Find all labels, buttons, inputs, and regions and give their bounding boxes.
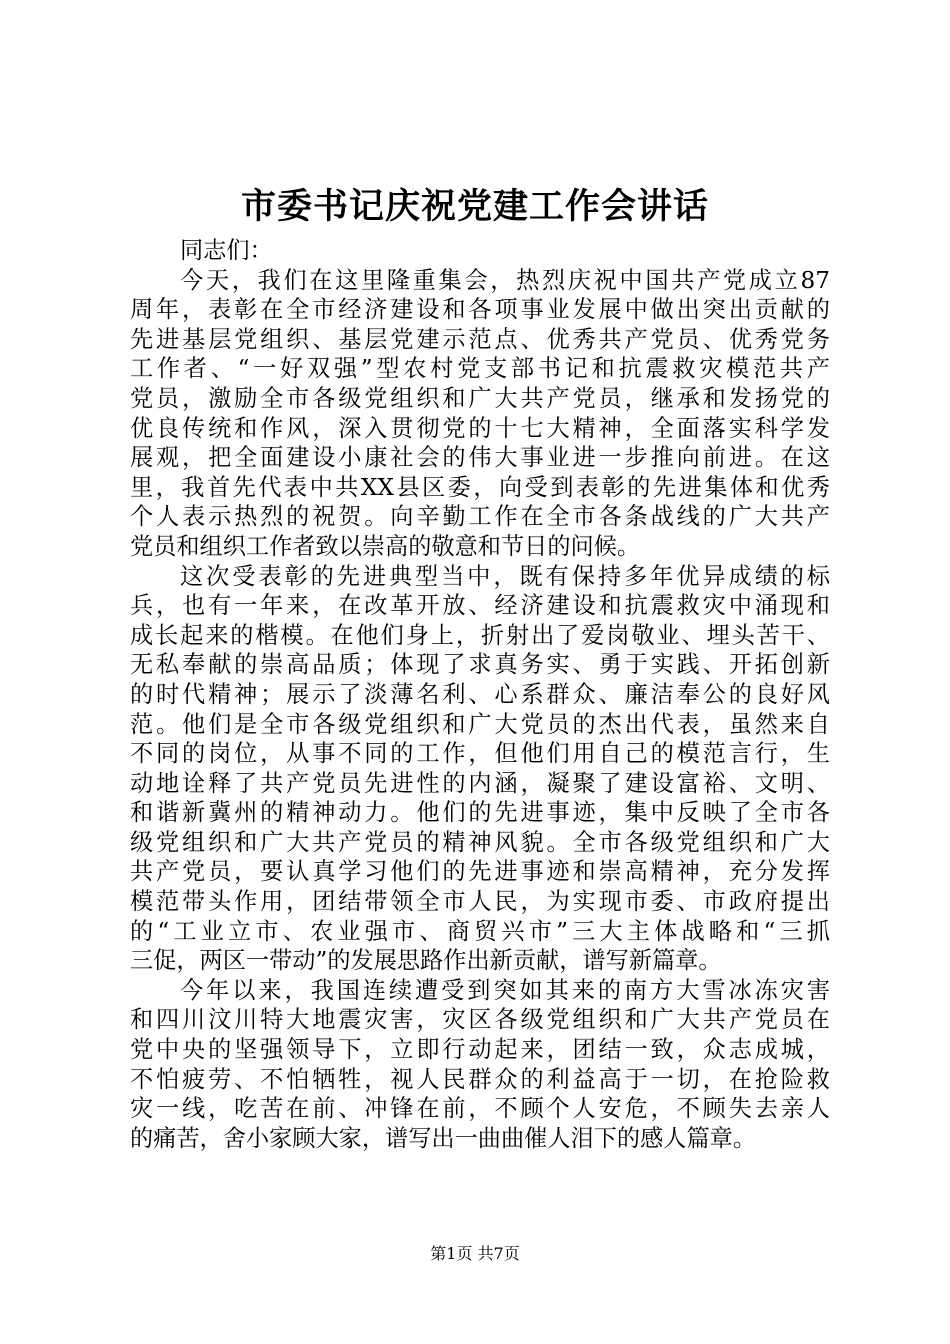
paragraph-1 [130,266,830,562]
text-line: 个人表示热烈的祝贺。向辛勤工作在全市各条战线的广大共产 [130,503,830,531]
text-line: 动地诠释了共产党员先进性的内涵，凝聚了建设富裕、文明、 [130,769,830,797]
text-line: 这次受表彰的先进典型当中，既有保持多年优异成绩的标 [180,562,830,590]
text-line: 级党组织和广大共产党员的精神风貌。全市各级党组织和广大 [130,828,830,856]
text-line: 的“工业立市、农业强市、商贸兴市”三大主体战略和“三抓 [130,917,830,945]
text-line: 和谐新冀州的精神动力。他们的先进事迹，集中反映了全市各 [130,799,830,827]
text-line: 优良传统和作风，深入贯彻党的十七大精神，全面落实科学发 [130,414,830,442]
text-line: 展观，把全面建设小康社会的伟大事业进一步推向前进。在这 [130,444,830,472]
page-footer: 第1页 共7页 [430,1244,520,1263]
text-line: 工作者、“一好双强”型农村党支部书记和抗震救灾模范共产 [130,355,830,383]
text-line: 今天，我们在这里隆重集会，热烈庆祝中国共产党成立87 [180,266,830,294]
text-line: 党中央的坚强领导下，立即行动起来，团结一致，众志成城， [130,1036,830,1064]
text-line: 不同的岗位，从事不同的工作，但他们用自己的模范言行，生 [130,740,830,768]
text-line: 成长起来的楷模。在他们身上，折射出了爱岗敬业、埋头苦干、 [130,621,830,649]
text-line: 里，我首先代表中共XX县区委，向受到表彰的先进集体和优秀 [130,473,830,501]
speech-body [130,236,830,1153]
paragraph-2 [130,562,830,976]
text-line: 三促，两区一带动”的发展思路作出新贡献，谱写新篇章。 [130,947,722,975]
text-line: 不怕疲劳、不怕牺牲，视人民群众的利益高于一切，在抢险救 [130,1065,830,1093]
text-line: 的痛苦，舍小家顾大家，谱写出一曲曲催人泪下的感人篇章。 [130,1124,757,1152]
text-line: 周年，表彰在全市经济建设和各项事业发展中做出突出贡献的 [130,296,830,324]
paragraph-3 [130,976,830,1154]
salutation: 同志们： [180,237,273,264]
text-line: 模范带头作用，团结带领全市人民，为实现市委、市政府提出 [130,888,830,916]
text-line: 和四川汶川特大地震灾害，灾区各级党组织和广大共产党员在 [130,1006,830,1034]
text-line: 的时代精神；展示了淡薄名利、心系群众、廉洁奉公的良好风 [130,680,830,708]
text-line: 无私奉献的崇高品质；体现了求真务实、勇于实践、开拓创新 [130,651,830,679]
text-line: 今年以来，我国连续遭受到突如其来的南方大雪冰冻灾害 [180,976,830,1004]
text-line: 范。他们是全市各级党组织和广大党员的杰出代表，虽然来自 [130,710,830,738]
text-line: 党员和组织工作者致以崇高的敬意和节日的问候。 [130,532,641,560]
text-line: 先进基层党组织、基层党建示范点、优秀共产党员、优秀党务 [130,325,830,353]
text-line: 灾一线，吃苦在前、冲锋在前，不顾个人安危，不顾失去亲人 [130,1095,830,1123]
page-title: 市委书记庆祝党建工作会讲话 [240,186,709,227]
text-line: 党员，激励全市各级党组织和广大共产党员，继承和发扬党的 [130,384,830,412]
text-line: 兵，也有一年来，在改革开放、经济建设和抗震救灾中涌现和 [130,592,830,620]
text-line: 共产党员，要认真学习他们的先进事迹和崇高精神，充分发挥 [130,858,830,886]
